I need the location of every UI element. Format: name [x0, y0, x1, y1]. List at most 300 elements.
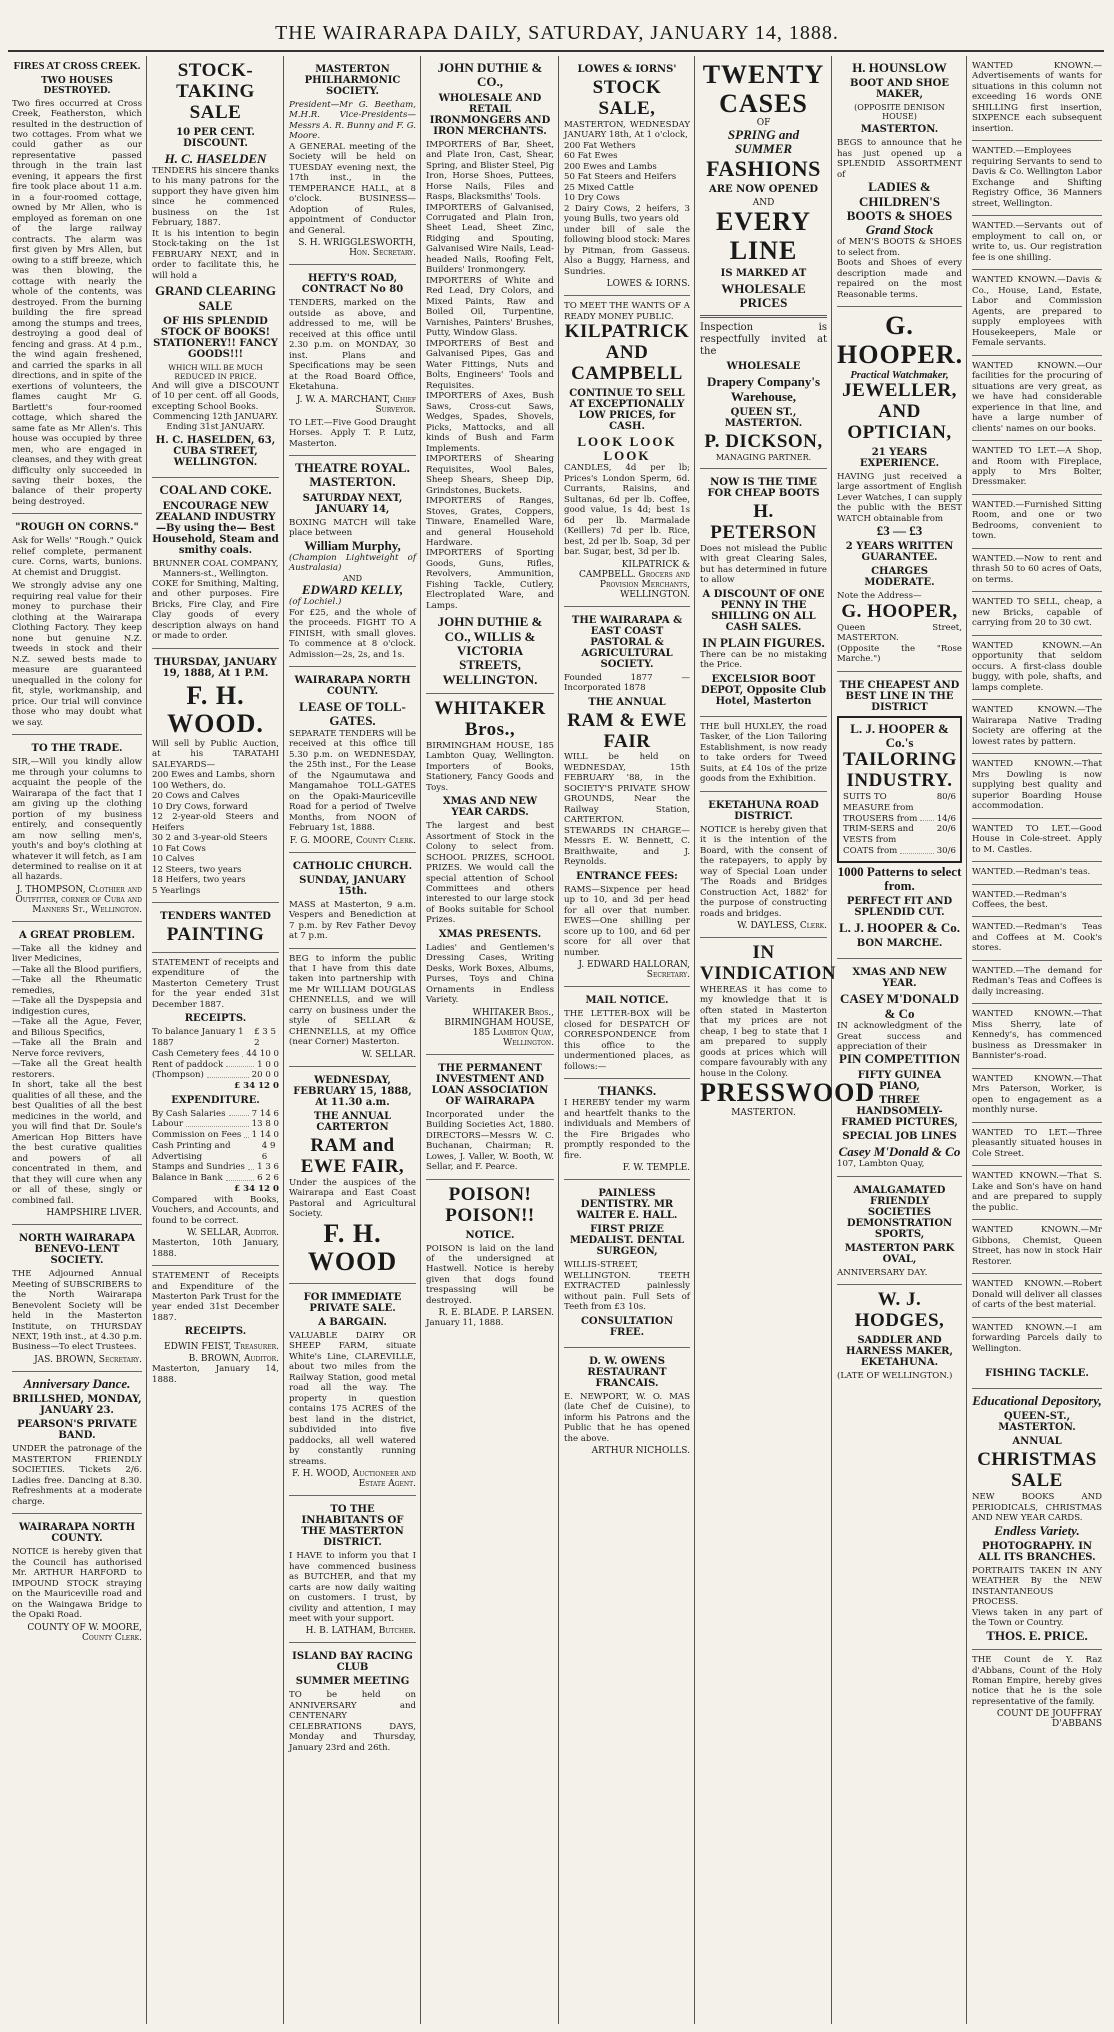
- ad-signature: LOWES & IORNS.: [606, 279, 690, 290]
- table-heading: RECEIPTS.: [184, 1013, 247, 1025]
- table-heading: RECEIPTS.: [184, 1326, 247, 1338]
- row-label: Cash Cemetery fees: [152, 1048, 240, 1059]
- poison-notice: [426, 1180, 554, 1335]
- ad-body: WILL be held on WEDNESDAY, 15th FEBRUARY '88, in the SOCIETY'S PRIVATE SHOW GROUNDS, Near the Railway Station, CARTERTON.: [564, 752, 690, 826]
- column-3: [285, 56, 420, 2024]
- ad-connector: AND: [752, 197, 775, 208]
- anniversary-dance-ad: [12, 1372, 142, 1514]
- ad-body: HAVING just received a large assortment of English Lever Watches, I can supply the public with the BEST WATCH obtainable from: [837, 471, 962, 524]
- classified-text: WANTED KNOWN.—I am forwarding Parcels daily to Wellington.: [972, 1322, 1102, 1354]
- row-label: To balance January 1 1887: [152, 1027, 244, 1049]
- tailoring-ad: [837, 672, 962, 960]
- ad-signature: JOHN DUTHIE & CO., WILLIS & VICTORIA STREETS, WELLINGTON.: [437, 614, 543, 687]
- company-name: BRUNNER COAL COMPANY, Manners-st., Wellington.: [152, 558, 279, 579]
- table-row: [152, 1162, 279, 1173]
- total-row: [152, 1081, 279, 1092]
- ad-signature: W. DAYLESS, Clerk.: [737, 921, 827, 932]
- leader-dots: [207, 1070, 249, 1078]
- educational-depository-ad: [972, 1389, 1102, 1650]
- column-rule: [558, 56, 559, 2024]
- classified-text: WANTED TO SELL, cheap, a new Bricks, capable of carrying from 20 to 30 cwt.: [972, 597, 1102, 629]
- list-item: 10 Calves: [152, 854, 195, 865]
- list-item: —Take all the Rheumatic remedies,: [12, 975, 142, 996]
- table-row: [152, 1173, 279, 1184]
- ad-signature: F. H. WOOD, Auctioneer and Estate Agent.: [292, 1469, 416, 1490]
- ad-headline: EVERY LINE: [715, 206, 812, 265]
- classified-text: WANTED.—Now to rent and thrash 50 to 60 acres of Oats, on terms.: [972, 553, 1102, 585]
- ad-body: Boots and Shoes of every description made and repaired on the most Reasonable terms.: [837, 258, 962, 300]
- merchant-name: P. DICKSON,: [704, 430, 823, 452]
- ad-headline: Endless Variety.: [994, 1522, 1080, 1538]
- ad-signature: J. THOMPSON, Clothier and Outfitter, corner of Cuba and Manners St., Wellington.: [15, 884, 142, 915]
- merchant-name: W. J. HODGES,: [854, 1289, 945, 1331]
- ad-headline: JOHN DUTHIE & CO.,: [437, 60, 543, 90]
- boxer-title: (Champion Lightweight of Australasia): [289, 552, 416, 574]
- merchant-location: QUEEN-ST., MASTERTON.: [998, 1411, 1076, 1434]
- leader-dots: [900, 846, 933, 854]
- problem-list: [12, 944, 142, 1080]
- dentistry-ad: [564, 1180, 690, 1347]
- ad-subheadline: WHOLESALE AND RETAIL IRONMONGERS AND IRON MERCHANTS.: [429, 92, 551, 137]
- auctioneer-name: F. H. WOOD: [307, 1218, 398, 1277]
- classified-ad: [972, 270, 1102, 355]
- ad-headline: NOW IS THE TIME FOR CHEAP BOOTS: [707, 476, 820, 499]
- list-item: —Take all the Brain and Nerve force revivers,: [12, 1038, 142, 1059]
- list-item: 2 Dairy Cows, 2 heifers, 3 young Bulls, two years old: [564, 203, 690, 225]
- classified-text: WANTED.—Furnished Sitting Room, and one or two Bedrooms, convenient to town.: [972, 499, 1102, 542]
- list-item: IMPORTERS of Axes, Bush Saws, Cross-cut Saws, Wedges, Spades, Shovels, Picks, Mattocks, and all kinds of Bush and Farm Implements.: [426, 391, 554, 454]
- row-label: Balance in Bank: [152, 1173, 223, 1184]
- ad-signature: WHITAKER Bros., BIRMINGHAM HOUSE, 185 Lambton Quay, Wellington.: [444, 1007, 554, 1048]
- benevolent-society-ad: [12, 1225, 142, 1372]
- ad-subheadline: 21 YEARS EXPERIENCE.: [859, 446, 940, 469]
- column-1: [8, 56, 146, 2024]
- classified-ad: [972, 1220, 1102, 1274]
- classified-text: WANTED TO LET.—Three pleasantly situated houses in Cole Street.: [972, 1127, 1102, 1159]
- twenty-cases-ad: [700, 56, 827, 469]
- ad-body: WHEREAS it has come to my knowledge that it is often stated in Masterton that my prices are not cheap, I beg to state that I am prepared to supply goods at prices which will compare favourably with any house in the Colony.: [700, 984, 827, 1079]
- merchant-location: MASTERTON.: [731, 1107, 796, 1118]
- row-label: Rent of paddock: [152, 1059, 224, 1070]
- classified-ad: [972, 1004, 1102, 1068]
- classified-text: WANTED KNOWN.—That Mrs Paterson, Worker, is open to engagement as a monthly nurse.: [972, 1073, 1102, 1116]
- merchant-location: 107, Lambton Quay,: [837, 1159, 925, 1170]
- cemetery-statement-ad: [152, 953, 279, 1266]
- tailoring-box: [837, 716, 962, 863]
- table-row: [843, 814, 956, 825]
- ad-subheadline: ENCOURAGE NEW ZEALAND INDUSTRY —By using the— Best Household, Steam and smithy coals.: [152, 500, 279, 556]
- classified-ad: [972, 356, 1102, 441]
- ad-headline: AND OPTICIAN,: [847, 400, 952, 443]
- classified-text: WANTED KNOWN.—Robert Donald will deliver all classes of carts of the best material.: [972, 1279, 1102, 1311]
- classified-text: WANTED TO LET.—A Shop, and Room with Fireplace, apply to Mrs Bolter, Dressmaker.: [972, 446, 1102, 488]
- list-item: 200 Fat Wethers: [564, 140, 636, 151]
- classified-text: WANTED KNOWN.—Davis & Co., House, Land, Estate, Labor and Commission Agents, are prepared to supply employees with Housekeepers, Male or Female servants.: [972, 275, 1102, 349]
- list-item: IMPORTERS of Best and Galvanised Pipes, Gas and Water Fittings, Nuts and Bolts, Engineers' Tools and Requisites.: [426, 338, 554, 391]
- ad-signature: ARTHUR NICHOLLS.: [591, 1446, 690, 1457]
- painting-tenders-ad: [152, 903, 279, 953]
- total-value: £ 34 12 0: [234, 1183, 279, 1194]
- classified-text: WANTED TO LET.—Good House in Cole-street. Apply to M. Castles.: [972, 823, 1102, 855]
- article-headline: FIRES AT CROSS CREEK.: [13, 61, 141, 72]
- row-value: 14/6: [936, 813, 956, 824]
- ad-headline: WAIRARAPA NORTH COUNTY.: [294, 675, 411, 698]
- ad-body: THE Count de Y. Raz d'Abbans, Count of the Holy Roman Empire, hereby gives notice that he is the sole representative of the family.: [972, 1655, 1102, 1707]
- ad-subheadline: NOTICE.: [465, 1229, 515, 1241]
- importer-list: [426, 140, 554, 612]
- ad-signature: EDWIN FEIST, Treasurer.: [164, 1342, 279, 1353]
- ad-body: In short, take all the best qualities of all these, and the best Qualities of all the best medicines in the world, and you will find that Dr. Soule's American Hop Bitters have the best curative qualities and powers of all concentrated in them, and that they will cure when any or all of these, singly or combined fail.: [12, 1080, 142, 1206]
- row-label: Stamps and Sundries: [152, 1162, 245, 1173]
- county-notice-ad: [12, 1514, 142, 1648]
- classified-text: WANTED KNOWN.—Mr Gibbons, Chemist, Queen Street, has now in stock Hair Restorer.: [972, 1225, 1102, 1267]
- classified-ad: [972, 700, 1102, 754]
- ad-headline: Grand Stock: [865, 222, 934, 238]
- classified-ad: [972, 917, 1102, 960]
- row-label: By Cash Salaries: [152, 1108, 226, 1119]
- ad-body: Note the Address—: [837, 591, 922, 602]
- list-item: IMPORTERS of Sporting Goods, Guns, Rifles, Revolvers, Ammunition, Fishing Tackle, Cutlery, Electroplated Ware, and Lamps.: [426, 548, 554, 611]
- merchant-location: BON MARCHE.: [856, 938, 943, 950]
- ad-headline: KILPATRICK AND CAMPBELL: [564, 321, 690, 384]
- ad-subheadline: A BARGAIN.: [318, 1316, 387, 1328]
- ad-headline: AMALGAMATED FRIENDLY SOCIETIES DEMONSTRATION SPORTS,: [846, 1184, 953, 1240]
- ad-date: January 11, 1888.: [426, 1318, 504, 1329]
- ad-body: TO be held on ANNIVERSARY and CENTENARY CELEBRATIONS DAYS, Monday and Thursday, January 23rd and 26th.: [289, 1690, 416, 1753]
- ad-headline: WHITAKER Bros.,: [434, 697, 546, 740]
- ad-body: Views taken in any part of the Town or Country.: [972, 1607, 1102, 1629]
- event-date: SUNDAY, JANUARY 15th.: [299, 874, 406, 897]
- list-item: 50 Fat Steers and Heifers: [564, 172, 677, 183]
- fhwood-auction-ad: [152, 649, 279, 903]
- merchant-name: L. J. HOOPER & Co.: [839, 920, 960, 936]
- classified-ad: [972, 636, 1102, 700]
- ad-body: For £25, and the whole of the proceeds. FIGHT TO A FINISH, with small gloves. To commence at 8 o'clock. Admission—2s, 2s, and 1s.: [289, 607, 416, 660]
- classified-ad: [972, 141, 1102, 216]
- list-item: IMPORTERS of Bar, Sheet, and Plate Iron, Cast, Shear, Spring, and Blister Steel, Pig Iron, Horse Shoes, Puttees, Horse Nails, Files and Rasps, Blacksmiths' Tools.: [426, 139, 554, 203]
- merchant-title: MANAGING PARTNER.: [715, 452, 812, 462]
- hounslow-ad: [837, 56, 962, 307]
- ad-headline: THEATRE ROYAL. MASTERTON.: [295, 460, 410, 490]
- list-item: 20 Cows and Calves: [152, 791, 240, 802]
- classified-ad: [972, 495, 1102, 549]
- fire-article: [12, 56, 142, 514]
- ad-subheadline: QUEEN ST., MASTERTON.: [724, 406, 803, 429]
- receipts-table: [152, 1027, 279, 1081]
- merchant-name: H. HOUNSLOW: [852, 60, 947, 75]
- ad-headline: SPRING and SUMMER: [727, 127, 800, 157]
- merchant-name: CASEY M'DONALD & Co: [839, 991, 960, 1021]
- ad-headline: WAIRARAPA NORTH COUNTY.: [18, 1522, 136, 1545]
- article-body: Two fires occurred at Cross Creek, Featherston, which resulted in the destruction of two cottages. From what we could gather as our representative passed through in the train last evening, it appears the first fire took place about 11 a.m. in a four-roomed cottage, owned by Mr Allen, who is employed as foreman on one of the large railway contracts. The alarm was first given by Mrs Allen, but owing to a stiff breeze, which was then blowing, the cottage with nearly the whole of the contents, was destroyed. From the burning building the fire spread among the stumps and trees, destroying a good deal of fencing and grass. At 4 p.m., the wind again freshened, and carried the sparks in all directions, and in spite of the exertions of volunteers, the flames caught Mr G. Bartlett's four-roomed cottage, which shared the same fate as Mr Allen's. This house was occupied by three men, who are engaged in cleanses, and they with great difficulty only succeeded in saving their boxes, the balance of their property being destroyed.: [12, 98, 142, 507]
- row-value: 6 2 6: [257, 1173, 279, 1184]
- ad-headline: IN PLAIN FIGURES.: [702, 634, 825, 650]
- row-label: Labour: [152, 1119, 184, 1130]
- column-rule: [146, 56, 147, 2024]
- list-item: IMPORTERS of Shearing Requisites, Wool Bales, Sheep Shears, Sheep Dip, Grindstones, Buckets.: [426, 454, 554, 496]
- ad-body: POISON is laid on the land of the undersigned at Hastwell. Notice is hereby given that dogs found trespassing will be destroyed.: [426, 1243, 554, 1306]
- classified-text: WANTED KNOWN.—An opportunity that seldom occurs. A first-class double buggy, with pole, shafts, and lamps complete.: [972, 640, 1102, 693]
- ad-body: There can be no mistaking the Price.: [700, 649, 827, 671]
- ad-headline: COAL AND COKE.: [159, 482, 272, 498]
- merchant-name: G. HOOPER.: [837, 311, 964, 369]
- ad-body: E. NEWPORT, W. O. MAS (late Chef de Cuisine), to inform his Patrons and the Public that he has opened the above.: [564, 1391, 690, 1444]
- ad-headline: HEFTY'S ROAD, CONTRACT No 80: [301, 273, 404, 296]
- ad-headline: FASHIONS: [706, 155, 821, 181]
- stock-list: [564, 141, 690, 225]
- ad-signature: J. W. A. MARCHANT, Chief Surveyor.: [296, 394, 416, 415]
- theatre-royal-ad: THEATRE ROYAL. MASTERTON. SATURDAY NEXT, JANUARY 14, BOXING MATCH will take place between William Murphy, (Champion Lightweight of Australasia) AND EDWARD KELLY, (of Lochiel.) For £25, and the whole of the proceeds. FIGHT TO A FINISH, with small gloves. To commence at 8 o'clock. Admission—2s, 2s, and 1s.: [289, 456, 416, 667]
- ad-subheadline: WHOLESALE: [726, 361, 801, 373]
- classified-text: WANTED.—Redman's Coffees, the best.: [972, 889, 1067, 910]
- ad-signature: KILPATRICK & CAMPBELL. Grocers and Provision Merchants, WELLINGTON.: [579, 559, 690, 600]
- row-label: COATS from: [843, 845, 898, 856]
- table-row: [152, 1060, 279, 1071]
- ad-subheadline: BOOT AND SHOE MAKER,: [849, 78, 950, 101]
- ad-body: RAMS—Sixpence per head up to 10, and 3d per head for all over that number. EWES—One shilling per score up to 100, and 6d per score for all over that number.: [564, 884, 690, 958]
- ad-body: MASS at Masterton, 9 a.m. Vespers and Benediction at 7 p.m. by Rev Father Devoy at 7 p.m.: [289, 899, 416, 942]
- ad-body: SEPARATE TENDERS will be received at this office till 5.30 p.m. on WEDNESDAY, the 25th inst., For the Lease of the Ngaumutawa and Mangamahoe TOLL-GATES on the Opaki-Mauriceville Road for a period of Twelve Months, from NOON of February 1st, 1888.: [289, 728, 417, 834]
- thanks-notice: [564, 1079, 690, 1180]
- ad-body: I HEREBY tender my warm and heartfelt thanks to the individuals and Members of the Fire Brigades who promptly responded to the fire.: [564, 1098, 690, 1161]
- ad-headline: INDUSTRY.: [846, 770, 953, 792]
- list-item: 12 Steers, two years: [152, 864, 242, 875]
- leader-dots: [226, 1173, 254, 1181]
- ad-date: Masterton, January 14, 1888.: [152, 1364, 279, 1385]
- column-rule: [283, 56, 284, 2024]
- classified-ad: [972, 592, 1102, 635]
- ad-headline: TWENTY CASES: [702, 60, 825, 118]
- ad-headline: PAINTING: [166, 924, 265, 945]
- list-item: 60 Fat Ewes: [564, 151, 618, 162]
- ad-headline: TO THE TRADE.: [31, 743, 123, 755]
- classified-text: WANTED.—Servants out of employment to call on, or write to, us. Our registration fee is one shilling.: [972, 221, 1102, 263]
- ad-signature: W. SELLAR, Auditor.: [186, 1228, 279, 1239]
- article-subheadline: TWO HOUSES DESTROYED.: [41, 75, 113, 96]
- ad-subheadline: President—Mr G. Beetham, M.H.R. Vice-Presidents—Messrs A. R. Bunny and F. G. Moore.: [289, 100, 416, 142]
- ad-subheadline: Practical Watchmaker,: [850, 369, 949, 381]
- ram-fair-ad: [289, 1067, 416, 1284]
- list-item: —Take all the Great health restorers.: [12, 1059, 142, 1080]
- classified-text: WANTED.—The demand for Redman's Teas and Coffees is daily increasing.: [972, 965, 1102, 997]
- table-heading: EXPENDITURE.: [171, 1094, 260, 1106]
- ad-headline: CATHOLIC CHURCH.: [292, 860, 413, 872]
- ad-body: VALUABLE DAIRY OR SHEEP FARM, situate White's Line, CLAREVILLE, about two miles from the Railway Station, good metal road all the way. The property in question contains 175 ACRES of the best land in the district, subdivided into five paddocks, all well watered by constantly running streams.: [289, 1330, 416, 1467]
- ad-headline: "ROUGH ON CORNS.": [15, 522, 139, 534]
- total-value: £ 34 12 0: [234, 1080, 279, 1091]
- ad-subheadline: A DISCOUNT OF ONE PENNY IN THE SHILLING ON ALL CASH SALES.: [702, 588, 825, 633]
- classified-text: WANTED KNOWN.—That Miss Sherry, late of Kennedy's, has commenced business as Dressmaker in Bannister's-road.: [972, 1009, 1102, 1062]
- ad-note: (OPPOSITE DENISON HOUSE): [854, 103, 945, 122]
- column-rule: [831, 56, 832, 2024]
- ad-subheadline: PERFECT FIT AND SPLENDID CUT.: [846, 896, 953, 919]
- ad-subheadline: 10 PER CENT. DISCOUNT.: [176, 126, 255, 149]
- ad-body: UNDER the patronage of the MASTERTON FRIENDLY SOCIETIES. Tickets 2/6. Ladies free. Dancing at 8.30. Refreshments at a moderate charge.: [12, 1444, 142, 1507]
- ad-subheadline: 2 YEARS WRITTEN GUARANTEE.: [845, 541, 954, 564]
- ad-note: (LATE OF WELLINGTON.): [837, 1370, 953, 1381]
- classified-ad: [972, 216, 1102, 270]
- coal-and-coke-ad: [152, 478, 279, 648]
- list-item: 25 Mixed Cattle: [564, 182, 634, 193]
- ad-headline: LOWES & IORNS': [577, 64, 677, 75]
- list-item: IMPORTERS of White and Red Lead, Dry Colors, and Mixed Paints, Raw and Boiled Oil, Turpentine, Varnishes, Painters' Brushes, Putty, Window Glass.: [426, 275, 554, 339]
- classified-text: WANTED KNOWN.—That Mrs Dowling is now supplying best quality and superior Boarding House accommodation.: [972, 759, 1102, 812]
- ad-headline: MASTERTON PHILHARMONIC SOCIETY.: [304, 64, 401, 97]
- john-duthie-ad: [426, 56, 554, 694]
- list-item: —Take all the Blood purifiers,: [12, 964, 142, 975]
- table-row: [152, 1070, 279, 1081]
- merchant-name: L. J. HOOPER & Co.'s: [850, 720, 949, 751]
- ad-headline: XMAS AND NEW YEAR CARDS.: [442, 796, 538, 819]
- row-label: Cash Printing and Advertising: [152, 1140, 231, 1162]
- ad-headline: STOCK SALE,: [592, 77, 662, 119]
- ad-body: BEG to inform the public that I have from this date taken into partnership with me Mr WILLIAM DOUGLAS CHENNELLS, and we will carry on business under the style of SELLAR & CHENNELLS, at my Office (near Corner) Masterton.: [289, 953, 416, 1048]
- fishing-tackle-ad: [972, 1360, 1102, 1389]
- rough-on-corns-ad: [12, 514, 142, 735]
- wanted-known-header: [972, 56, 1102, 141]
- auctioneer-name: F. H. WOOD.: [167, 680, 264, 739]
- column-7: [833, 56, 966, 2024]
- ad-body: NOTICE is hereby given that the Council has authorised Mr. ARTHUR HARFORD to IMPOUND STOCK straying on the Mauriceville road and on the Waingawa Bridge to the Opaki Road.: [12, 1547, 142, 1621]
- ad-body: The largest and best Assortment of Stock in the Colony to select from. SCHOOL PRIZES, SCHOOL PRIZES. We would call the special attention of School Committees and others interested to our large stock of Books suitable for School Prizes.: [426, 821, 554, 926]
- ad-subheadline: ANNUAL: [1012, 1436, 1062, 1448]
- ad-headline: LOOK LOOK LOOK: [577, 433, 677, 463]
- classified-text: WANTED KNOWN.—Our facilities for the procuring of situations are very great, as we have had considerable experience in that line, and have a large number of clients' names on our books.: [972, 360, 1102, 434]
- count-notice: [972, 1650, 1102, 1735]
- pastoral-society-ad: [564, 607, 690, 987]
- toll-gates-ad: [289, 667, 416, 852]
- expenditure-table: [152, 1109, 279, 1184]
- column-2: [148, 56, 283, 2024]
- ad-headline: TO THE INHABITANTS OF THE MASTERTON DISTRICT.: [301, 1504, 404, 1549]
- row-value: 44 10 0: [246, 1048, 279, 1059]
- vindication-ad: [700, 938, 876, 1124]
- ad-signature: B. BROWN, Auditor.: [188, 1354, 279, 1365]
- column-rule: [694, 56, 695, 2024]
- ad-subheadline: THE CHEAPEST AND BEST LINE IN THE DISTRICT: [839, 679, 960, 713]
- ad-note: WHICH WILL BE MUCH REDUCED IN PRICE.: [168, 362, 263, 381]
- ad-subheadline: XMAS AND NEW YEAR.: [852, 967, 947, 990]
- price-range: £3 — £3: [876, 523, 923, 539]
- ad-body: I HAVE to inform you that I have commenced business as BUTCHER, and that my carts are now daily waiting on customers. I trust, by civility and attention, I may meet with your support.: [289, 1551, 416, 1624]
- stock-taking-sale-ad: [152, 56, 279, 478]
- cattle-list: [152, 770, 279, 896]
- catholic-church-ad: [289, 853, 416, 949]
- ad-headline: Anniversary Dance.: [23, 1375, 131, 1391]
- ad-subheadline: CONTINUE TO SELL AT EXCEPTIONALLY LOW PRICES, for CASH.: [569, 387, 685, 432]
- ad-headline: IN VINDICATION: [700, 942, 837, 984]
- classified-ad: [972, 754, 1102, 818]
- boxer-name: William Murphy,: [304, 537, 401, 553]
- ad-body: BEGS to announce that he has just opened up a SPLENDID ASSORTMENT of: [837, 138, 962, 180]
- casey-mdonald-ad: [837, 959, 962, 1176]
- row-label: Commission on Fees: [152, 1130, 242, 1141]
- column-8: [968, 56, 1106, 2024]
- row-value: 20/6: [936, 824, 956, 835]
- ad-subheadline: PEARSON'S PRIVATE BAND.: [17, 1419, 137, 1442]
- ad-headline: PIN COMPETITION: [839, 1051, 960, 1067]
- leader-dots: [229, 1109, 249, 1117]
- column-rule: [966, 56, 967, 2024]
- ad-subheadline: THREE HANDSOMELY-FRAMED PICTURES,: [841, 1094, 958, 1128]
- table-row: [152, 1109, 279, 1120]
- list-item: 30 2 and 3-year-old Steers: [152, 833, 268, 844]
- ad-headline: 1000 Patterns to select from.: [837, 863, 962, 893]
- row-label: TRIM-SERS and VESTS from: [843, 824, 914, 846]
- ad-subheadline: OF HIS SPLENDID STOCK OF BOOKS! STATIONERY!! FANCY GOODS!!!: [153, 315, 278, 360]
- ad-date: Masterton, 10th January, 1888.: [152, 1238, 279, 1259]
- boxer-name: EDWARD KELLY,: [301, 581, 404, 597]
- row-label: (Thompson): [152, 1070, 204, 1081]
- table-row: [152, 1049, 279, 1060]
- ad-subheadline: IS MARKED AT: [720, 268, 807, 280]
- ad-headline: THE PERMANENT INVESTMENT AND LOAN ASSOCIATION OF WAIRARAPA: [431, 1062, 549, 1107]
- merchant-name: PRESSWOOD: [700, 1078, 876, 1108]
- row-value: 13 8 0: [251, 1119, 279, 1130]
- ad-body: Ask for Wells' "Rough." Quick relief complete, permanent cure. Corns, warts, bunions. At chemist and Druggist.: [12, 536, 142, 578]
- hooper-watchmaker-ad: [837, 307, 962, 671]
- ad-body: THE bull HUXLEY, the road Tasker, of the Lion Tailoring Establishment, is now ready to take orders for Tweed Suits, at £4 10s of the prize goods from the Exhibition.: [700, 721, 827, 785]
- ad-signature: HAMPSHIRE LIVER.: [46, 1208, 142, 1219]
- ad-signature: COUNTY OF W. MOORE, County Clerk.: [27, 1622, 142, 1643]
- table-row: [152, 1141, 279, 1162]
- ad-headline: WHOLESALE PRICES: [721, 281, 806, 311]
- ad-headline: TAILORING: [843, 749, 957, 771]
- list-item: —Take all the Ague, Fever, and Bilious Specifics,: [12, 1017, 142, 1038]
- eketahuna-road-ad: [700, 792, 827, 938]
- partnership-notice: [289, 949, 416, 1067]
- column-4: [422, 56, 558, 2024]
- list-item: 10 Dry Cows, forward: [152, 801, 248, 812]
- sale-date: MASTERTON, WEDNESDAY JANUARY 18th, At 1 o'clock,: [564, 119, 690, 141]
- leader-dots: [242, 1049, 243, 1057]
- ad-headline: Drapery Company's Warehouse,: [706, 374, 821, 404]
- ad-headline: CHRISTMAS SALE: [977, 1449, 1097, 1492]
- kilpatrick-campbell-ad: [564, 296, 690, 607]
- ad-headline: JEWELLER,: [842, 380, 957, 402]
- row-label: SUITS TO MEASURE from: [843, 792, 914, 813]
- ad-subheadline: FIRST PRIZE MEDALIST. DENTAL SURGEON,: [569, 1224, 685, 1258]
- ad-body: Inspection is respectfully invited at the: [700, 321, 827, 358]
- ad-body: COKE for Smithing, Malting, and other purposes. Fire Bricks, Fire Clay, and Fire Clay goods of every description always on hand or made to order.: [152, 578, 279, 642]
- ad-body: Compared with Books, Vouchers, and Accounts, and found to be correct.: [152, 1194, 279, 1226]
- event-date: WEDNESDAY, FEBRUARY 15, 1888, At 11.30 a.m.: [293, 1074, 412, 1108]
- ad-subheadline: BRILLSHED, MONDAY, JANUARY 23.: [12, 1394, 142, 1417]
- classified-ad: [972, 961, 1102, 1004]
- ad-body: Does not mislead the Public with great Clearing Sales, but has determined in future to allow: [700, 543, 827, 586]
- ad-body: under bill of sale the following blood stock: Mares by Pitman, from Gasseus. Also a Buggy, Harness, and Sundries.: [564, 224, 690, 277]
- event-date: SATURDAY NEXT, JANUARY 14,: [302, 492, 403, 515]
- permanent-investment-ad: [426, 1055, 554, 1180]
- table-row: [843, 824, 956, 845]
- leader-dots: [248, 1162, 254, 1170]
- column-rule: [420, 56, 421, 2024]
- ad-subheadline: FIFTY GUINEA PIANO,: [857, 1069, 942, 1092]
- ad-body: It is his intention to begin Stock-taking on the 1st FEBRUARY NEXT, and in order to facilitate this, he will hold a: [152, 228, 279, 281]
- boxer-title: (of Lochiel.): [289, 597, 342, 608]
- row-value: £ 3 5 2: [254, 1027, 276, 1049]
- list-item: 200 Ewes and Lambs, shorn: [152, 770, 275, 781]
- row-value: 1 3 6: [257, 1162, 279, 1173]
- row-value: 20 0 0: [251, 1070, 279, 1081]
- ad-body: NOTICE is hereby given that it is the intention of the Board, with the consent of the ratepayers, to apply by way of Special Loan under 'The Roads and Bridges Construction Act, 1882' for the purpose of constructing roads and bridges.: [700, 824, 827, 919]
- list-item: 12 2-year-old Steers and Heifers: [152, 812, 279, 833]
- price-table: [843, 792, 956, 856]
- ad-headline: GRAND CLEARING SALE: [155, 283, 276, 313]
- ad-signature: J. EDWARD HALLORAN, Secretary.: [578, 960, 690, 981]
- classified-text: WANTED.—Redman's teas.: [972, 867, 1091, 878]
- ad-body: STATEMENT of Receipts and Expenditure of the Masterton Park Trust for the year ended 31st December 1887.: [152, 1271, 279, 1323]
